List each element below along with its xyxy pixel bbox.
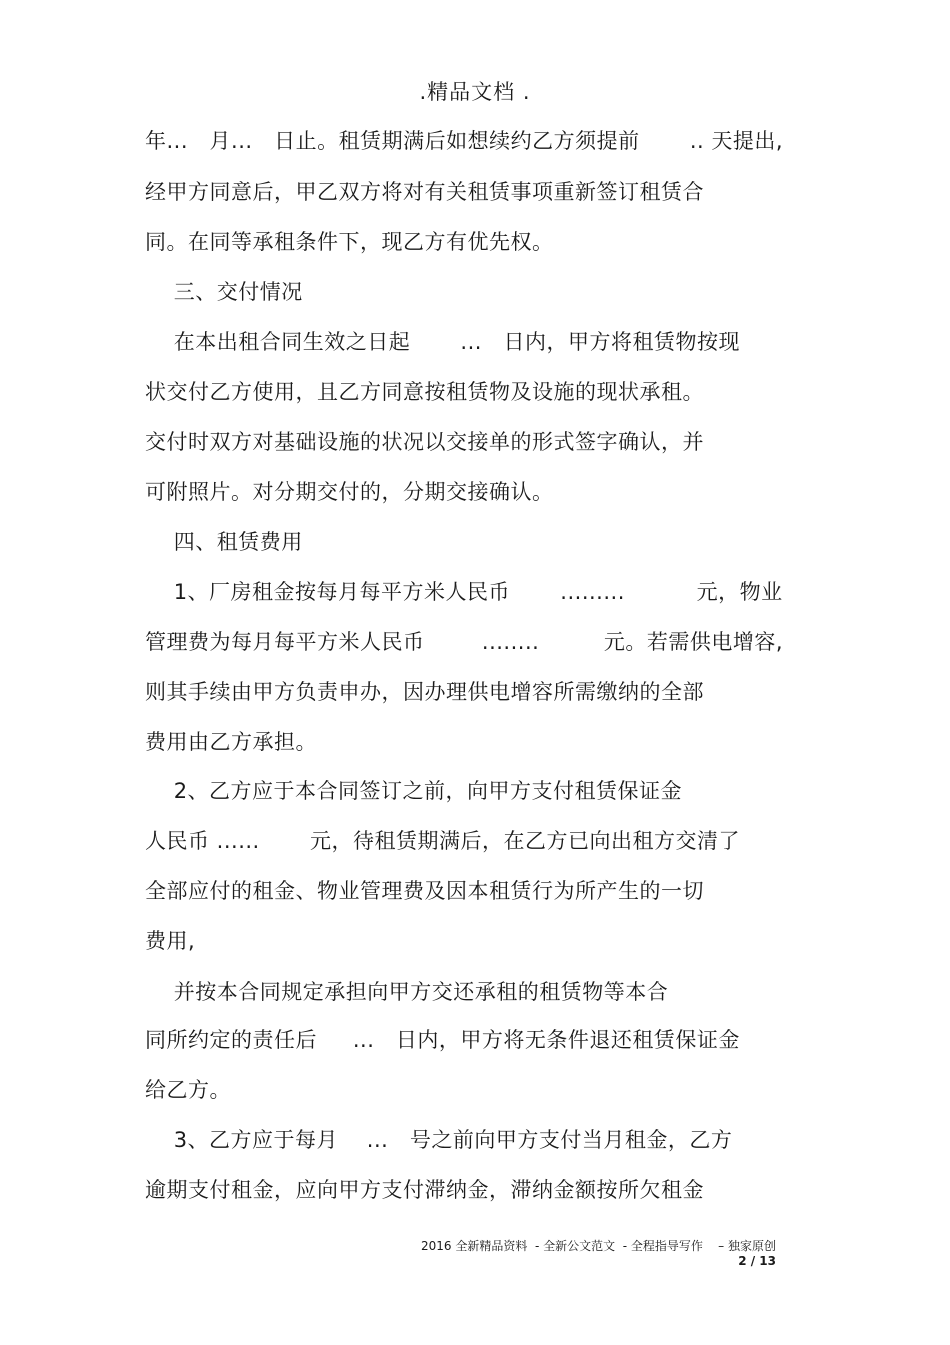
- section-heading: 三、交付情况: [145, 280, 303, 304]
- text-line: 同。在同等承租条件下，现乙方有优先权。: [145, 230, 554, 254]
- text-line: 交付时双方对基础设施的状况以交接单的形式签字确认，并: [145, 430, 704, 454]
- page-number: 2 / 13: [738, 1254, 776, 1268]
- text-line: 可附照片。对分期交付的，分期交接确认。: [145, 480, 554, 504]
- text-line: 并按本合同规定承担向甲方交还承租的租赁物等本合: [145, 980, 669, 1004]
- text-line: 全部应付的租金、物业管理费及因本租赁行为所产生的一切: [145, 879, 704, 903]
- text-line: 费用由乙方承担。: [145, 730, 317, 754]
- text-line: 2、乙方应于本合同签订之前，向甲方支付租赁保证金: [145, 779, 683, 803]
- text-line: 管理费为每月每平方米人民币 ........ 元。若需供电增容,: [145, 630, 784, 654]
- text-line: 1、厂房租金按每月每平方米人民币 ......... 元，物业: [145, 580, 783, 604]
- section-heading: 四、租赁费用: [145, 530, 303, 554]
- footer-text: 2016 全新精品资料 - 全新公文范文 - 全程指导写作 – 独家原创: [421, 1239, 776, 1253]
- text-line: 费用,: [145, 929, 196, 953]
- text-line: 同所约定的责任后 ... 日内，甲方将无条件退还租赁保证金: [145, 1028, 740, 1052]
- text-line: 年... 月... 日止。租赁期满后如想续约乙方须提前 .. 天提出,: [145, 129, 784, 153]
- text-line: 在本出租合同生效之日起 ... 日内，甲方将租赁物按现: [145, 330, 740, 354]
- text-line: 经甲方同意后，甲乙双方将对有关租赁事项重新签订租赁合: [145, 180, 704, 204]
- text-line: 给乙方。: [145, 1078, 231, 1102]
- page-header: .精品文档 .: [419, 80, 531, 104]
- text-line: 逾期支付租金，应向甲方支付滞纳金，滞纳金额按所欠租金: [145, 1178, 704, 1202]
- text-line: 则其手续由甲方负责申办，因办理供电增容所需缴纳的全部: [145, 680, 704, 704]
- text-line: 3、乙方应于每月 ... 号之前向甲方支付当月租金，乙方: [145, 1128, 733, 1152]
- text-line: 状交付乙方使用，且乙方同意按租赁物及设施的现状承租。: [145, 380, 704, 404]
- text-line: 人民币 ...... 元，待租赁期满后，在乙方已向出租方交清了: [145, 829, 740, 853]
